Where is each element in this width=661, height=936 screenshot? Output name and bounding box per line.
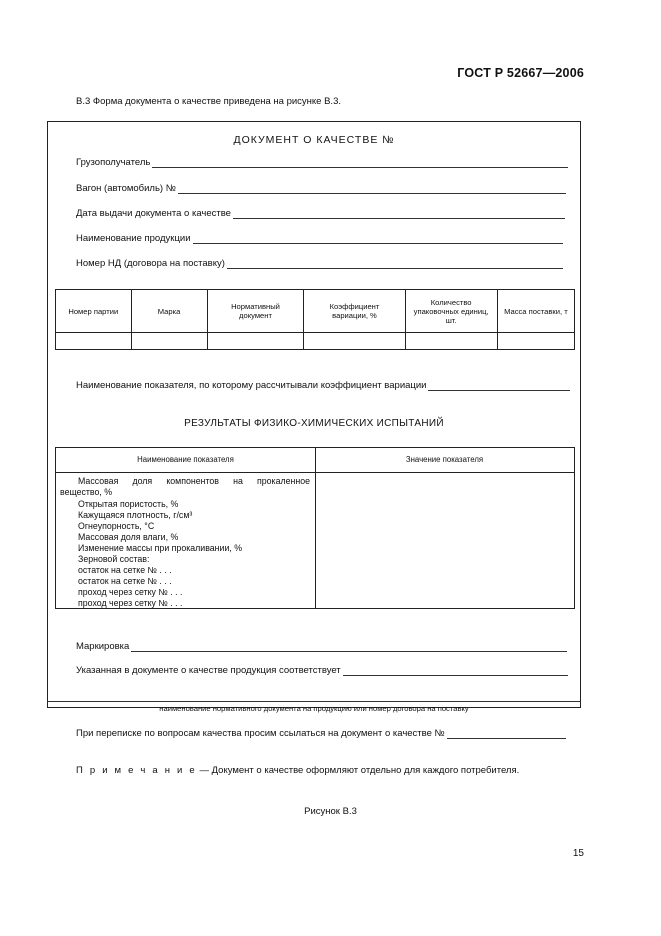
fill-line[interactable] [227,258,563,269]
standard-number: ГОСТ Р 52667—2006 [457,66,584,80]
table-cell[interactable] [405,333,497,350]
field-conformity [76,665,568,676]
fill-line[interactable] [428,380,570,391]
field-variation-indicator [76,380,570,391]
table-header-cell: Масса поставки, т [497,290,574,333]
indicator-item: Огнеупорность, °С [78,520,155,531]
conformity-fill-line[interactable] [47,701,581,702]
table-header-cell: Нормативный документ [207,290,304,333]
table-cell[interactable] [497,333,574,350]
field-product-name [76,233,563,244]
indicator-item: остаток на сетке № . . . [78,564,172,575]
indicator-item: Зерновой состав: [78,553,150,564]
fill-line[interactable] [447,728,566,739]
results-title: РЕЗУЛЬТАТЫ ФИЗИКО-ХИМИЧЕСКИХ ИСПЫТАНИЙ [184,418,444,429]
document-title: ДОКУМЕНТ О КАЧЕСТВЕ № [233,134,395,146]
results-header-indicator: Наименование показателя [137,455,234,464]
page-number: 15 [572,848,584,859]
fill-line[interactable] [193,233,563,244]
table-cell[interactable] [304,333,405,350]
intro-text: В.3 Форма документа о качестве приведена на рисунке В.3. [76,96,341,107]
field-label: Грузополучатель [76,157,151,168]
fill-line[interactable] [233,208,565,219]
indicator-item: Массовая доля компонентов на прокаленное [78,476,310,486]
indicator-item: Кажущаяся плотность, г/см³ [78,509,193,520]
field-label: Наименование продукции [76,233,191,244]
results-header-value: Значение показателя [405,455,484,464]
table-cell[interactable] [207,333,304,350]
field-correspondence [76,728,566,739]
field-issue-date [76,208,565,219]
note [76,765,519,776]
indicator-item: Массовая доля влаги, % [78,531,179,542]
table-cell[interactable] [131,333,207,350]
field-wagon [76,183,566,194]
table-row [56,333,575,350]
field-label: Номер НД (договора на поставку) [76,258,225,269]
field-nd-number [76,258,563,269]
table-header-cell: Номер партии [56,290,132,333]
field-label: Дата выдачи документа о качестве [76,208,231,219]
note-label: П р и м е ч а н и е [76,765,197,776]
figure-caption: Рисунок В.3 [304,806,357,817]
indicator-item: Открытая пористость, % [78,498,179,509]
table-header-row [56,290,575,333]
fill-line[interactable] [131,641,567,652]
indicator-item: проход через сетку № . . . [78,586,183,597]
fill-line[interactable] [343,665,568,676]
fill-line[interactable] [152,157,568,168]
fill-line[interactable] [178,183,566,194]
field-label: Маркировка [76,641,130,652]
shipment-table [55,289,575,350]
indicator-item: вещество, % [60,487,113,497]
table-header-cell: Количество упаковочных единиц, шт. [405,290,497,333]
field-label: Вагон (автомобиль) № [76,183,176,194]
note-text: — Документ о качестве оформляют отдельно для каждого потребителя. [196,765,520,776]
conformity-caption: наименование нормативного документа на продукцию или номер договора на поставку [159,704,469,713]
indicator-item: Изменение массы при прокаливании, % [78,542,243,553]
indicator-item: остаток на сетке № . . . [78,575,172,586]
indicator-item: проход через сетку № . . . [78,597,183,608]
field-label: Наименование показателя, по которому рассчитывали коэффициент вариации [76,380,427,391]
field-label: Указанная в документе о качестве продукция соответствует [76,665,341,676]
field-marking [76,641,567,652]
field-consignee [76,157,568,168]
table-cell[interactable] [56,333,132,350]
table-header-cell: Марка [131,290,207,333]
table-header-cell: Коэффициент вариации, % [304,290,405,333]
field-label: При переписке по вопросам качества просим ссылаться на документ о качестве № [76,728,445,739]
results-table [55,447,575,609]
